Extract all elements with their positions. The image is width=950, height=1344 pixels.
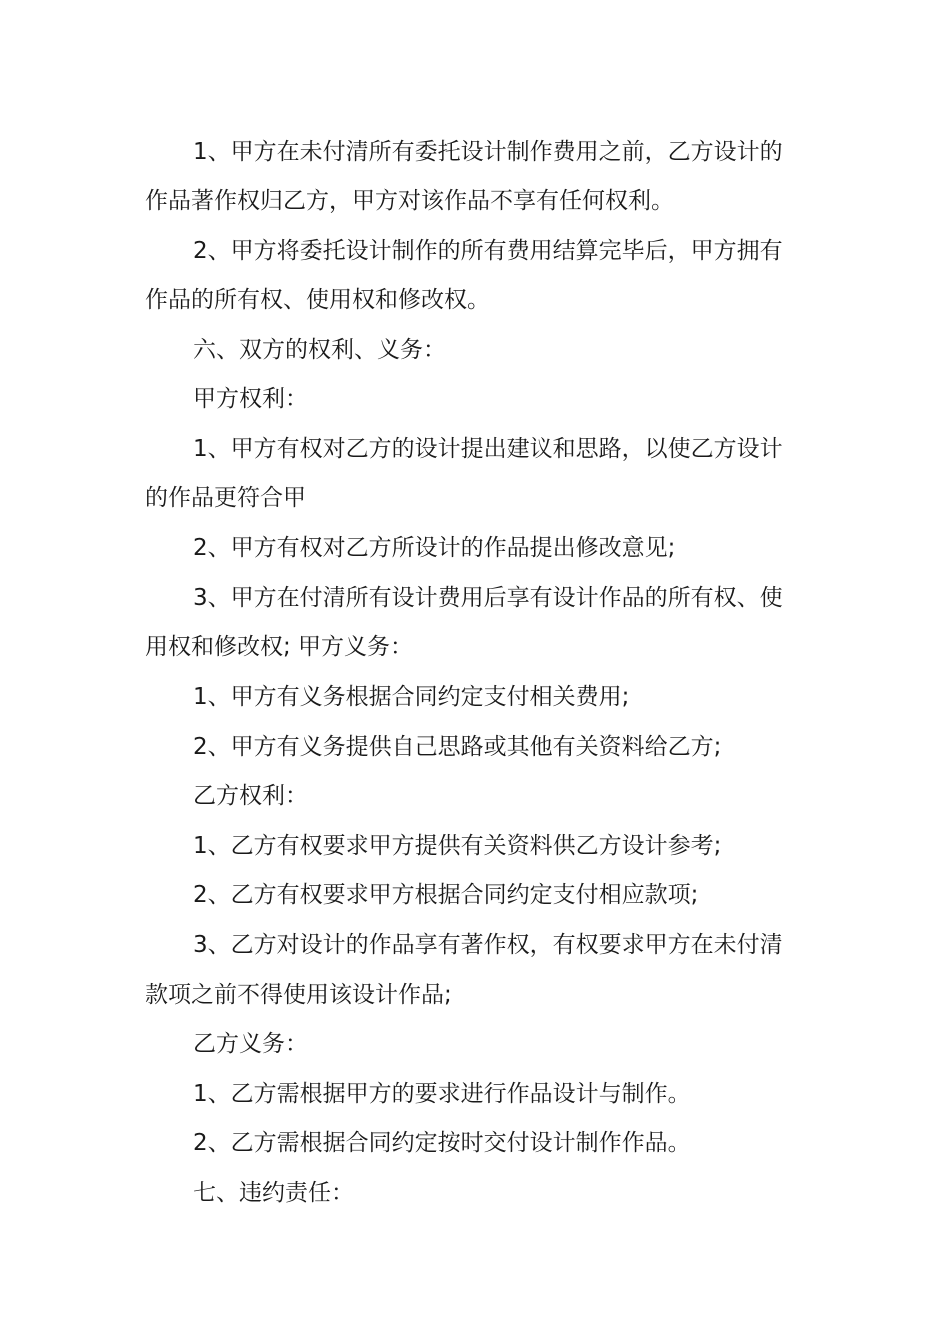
- paragraph-line: 2、甲方将委托设计制作的所有费用结算完毕后，甲方拥有: [193, 238, 783, 264]
- paragraph-line: 1、乙方有权要求甲方提供有关资料供乙方设计参考;: [193, 833, 722, 859]
- paragraph-line: 1、甲方在未付清所有委托设计制作费用之前，乙方设计的: [193, 139, 783, 165]
- paragraph-line: 用权和修改权; 甲方义务：: [145, 634, 414, 660]
- paragraph-line: 款项之前不得使用该设计作品;: [145, 982, 452, 1008]
- subheading: 甲方权利：: [193, 386, 308, 412]
- section-heading: 六、双方的权利、义务：: [193, 337, 446, 363]
- paragraph-line: 2、乙方需根据合同约定按时交付设计制作作品。: [193, 1130, 691, 1156]
- paragraph-line: 作品著作权归乙方，甲方对该作品不享有任何权利。: [145, 188, 674, 214]
- paragraph-line: 2、甲方有义务提供自己思路或其他有关资料给乙方;: [193, 734, 722, 760]
- paragraph-line: 1、乙方需根据甲方的要求进行作品设计与制作。: [193, 1081, 691, 1107]
- section-heading: 七、违约责任：: [193, 1180, 354, 1206]
- paragraph-line: 作品的所有权、使用权和修改权。: [145, 287, 490, 313]
- paragraph-line: 2、甲方有权对乙方所设计的作品提出修改意见;: [193, 535, 676, 561]
- subheading: 乙方义务：: [193, 1031, 308, 1057]
- paragraph-line: 3、甲方在付清所有设计费用后享有设计作品的所有权、使: [193, 585, 783, 611]
- paragraph-line: 2、乙方有权要求甲方根据合同约定支付相应款项;: [193, 882, 699, 908]
- paragraph-line: 1、甲方有义务根据合同约定支付相关费用;: [193, 684, 630, 710]
- paragraph-line: 3、乙方对设计的作品享有著作权，有权要求甲方在未付清: [193, 932, 783, 958]
- paragraph-line: 1、甲方有权对乙方的设计提出建议和思路，以使乙方设计: [193, 436, 783, 462]
- subheading: 乙方权利：: [193, 783, 308, 809]
- paragraph-line: 的作品更符合甲: [145, 485, 306, 511]
